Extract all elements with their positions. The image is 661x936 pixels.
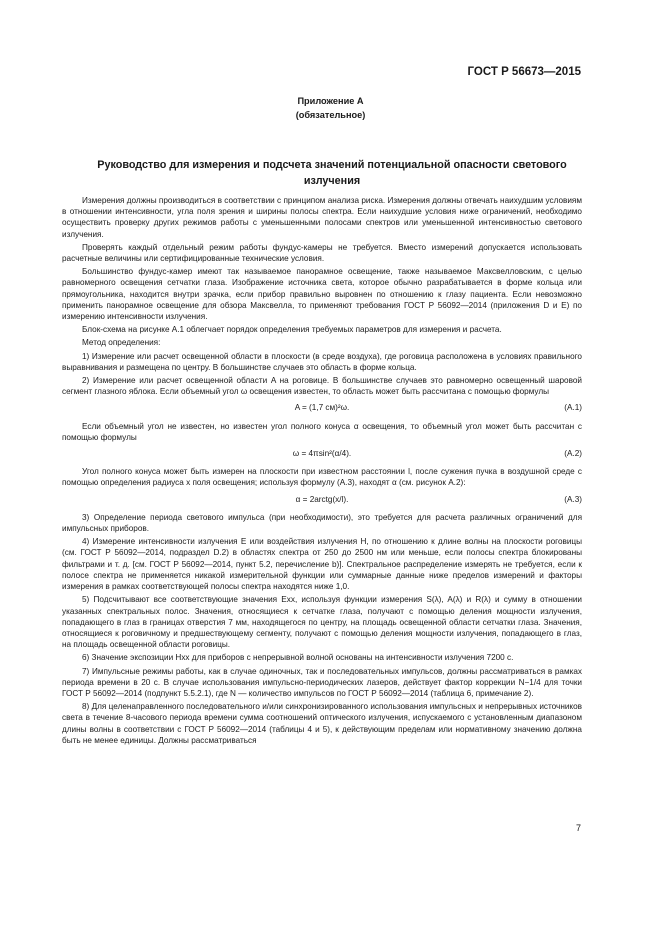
formula-number: (А.1) <box>564 403 582 413</box>
paragraph: Измерения должны производиться в соответствии с принципом анализа риска. Измерения должны отвечать наихудшим условиям в отношении интенсивности, угла поля зрения и ширины полосы спектра. Если наихудшие условия ниже ограничений, необходимо осуществить проверку других режимов работы с уменьшенными полосами спектров или уменьшенной интенсивностью светового излучения. <box>62 196 582 239</box>
paragraph: Если объемный угол не известен, но известен угол полного конуса α освещения, то объемный угол может быть рассчитан с помощью формулы <box>62 421 582 442</box>
paragraph: 8) Для целенаправленного последовательного и/или синхронизированного использования импульсных и непрерывных источников света в течение 8-часового периода времени сумма соотношений оптического излучения, испускаемого с установленным диапазоном длины волны в соответствии с ГОСТ Р 56092—2014 (таблицы 4 и 5), к действующим пределам или нормативному значению должна быть не менее единицы. Должны рассматриваться <box>62 702 582 745</box>
paragraph: 1) Измерение или расчет освещенной области в плоскости (в среде воздуха), где роговица расположена в условиях правильного выравнивания и размещена по центру. В большинстве случаев это область в форме кольца. <box>62 351 582 372</box>
formula <box>62 494 582 505</box>
paragraph: Метод определения: <box>82 338 161 348</box>
standard-number: ГОСТ Р 56673—2015 <box>467 66 581 78</box>
paragraph: Блок-схема на рисунке А.1 облегчает порядок определения требуемых параметров для измерения и расчета. <box>82 325 502 335</box>
section-heading: Руководство для измерения и подсчета значений потенциальной опасности светового излучения <box>97 159 567 187</box>
formula-expression: ω = 4πsin²(α/4). <box>292 449 352 459</box>
annex-subtitle: (обязательное) <box>295 110 366 120</box>
annex-title: Приложение А <box>297 96 364 106</box>
formula <box>62 448 582 459</box>
paragraph: 7) Импульсные режимы работы, как в случае одиночных, так и последовательных импульсов, должны рассматриваться в рамках периода времени в 20 с. В случае использования импульсно-периодических лазеров, действует фактор коррекции N−1/4 для точки ГОСТ Р 56092—2014 (подпункт 5.5.2.1), где N — количество импульсов по ГОСТ Р 56092—2014 (таблица 6, примечание 2). <box>62 666 582 698</box>
formula-number: (А.3) <box>564 494 582 504</box>
paragraph: Проверять каждый отдельный режим работы фундус-камеры не требуется. Вместо измерений допускается использовать расчетные величины или сертифицированные технические условия. <box>62 242 582 264</box>
paragraph: 5) Подсчитывают все соответствующие значения Exx, используя функции измерения S(λ), A(λ) и R(λ) и сумму в отношении указанных спектральных полос. Значения, относящиеся к сетчатке глаза, получают с помощью деления мощности излучения, попадающего в глаз в границах отверстия 7 мм, находящегося по центру, на площадь освещенной области сетчатки глаза. Значения, относящиеся к роговичному и предшествующему сегменту, получают с помощью деления мощности излучения, попадающего в глаз, на площадь освещенной области роговицы. <box>62 595 582 650</box>
formula-number: (А.2) <box>564 449 582 459</box>
paragraph: 3) Определение периода светового импульса (при необходимости), это требуется для расчета различных ограничений для импульсных приборов. <box>62 512 582 534</box>
paragraph: Угол полного конуса может быть измерен на плоскости при известном расстоянии l, после сужения пучка в воздушной среде с помощью определения радиуса x поля освещения; используя формулу (А.3), находят α (см. рисунок А.2): <box>62 467 582 488</box>
formula-expression: A = (1,7 см)²ω. <box>294 403 350 413</box>
formula-expression: α = 2arctg(x/l). <box>295 494 349 504</box>
paragraph: 2) Измерение или расчет освещенной области A на роговице. В большинстве случаев это равномерно освещенный шаровой сегмент глазного яблока. Если объемный угол ω освещения известен, то область может быть рассчитана с помощью формулы <box>62 376 582 397</box>
paragraph: 4) Измерение интенсивности излучения E или воздействия излучения H, по отношению к длине волны на плоскости роговицы (см. ГОСТ Р 56092—2014, подраздел D.2) в областях спектра от 250 до 2500 нм или меньше, если полосы спектра блокированы фильтрами и т. д. [см. ГОСТ Р 56092—2014, пункт 5.2, перечисление b)]. Спектральное распределение измерять не требуется, если к полосе спектра не применяется никакой измерительной функции или суммарные данные ниже пределов измерений и факторы измерения в рамках соответствующей полосы спектра находятся ниже 1,0. <box>62 537 582 592</box>
paragraph: 6) Значение экспозиции Hxx для приборов с непрерывной волной основаны на интенсивности излучения 7200 с. <box>82 653 514 663</box>
paragraph: Большинство фундус-камер имеют так называемое панорамное освещение, также называемое Максвелловским, с целью равномерного освещения сетчатки глаза. Изображение источника света, которое обычно разрабатывается в форме кольца или прямоугольника, находится внутри зрачка, если прибор правильно выровнен по отношению к глазу пациента. Если невозможно применить панорамное освещение для обзора Максвелла, то применяют требования ГОСТ Р 56092—2014 (приложения D и E) по измерению интенсивности излучения. <box>62 267 582 322</box>
page-number: 7 <box>575 823 581 833</box>
formula <box>62 402 582 413</box>
document-body <box>62 195 582 748</box>
